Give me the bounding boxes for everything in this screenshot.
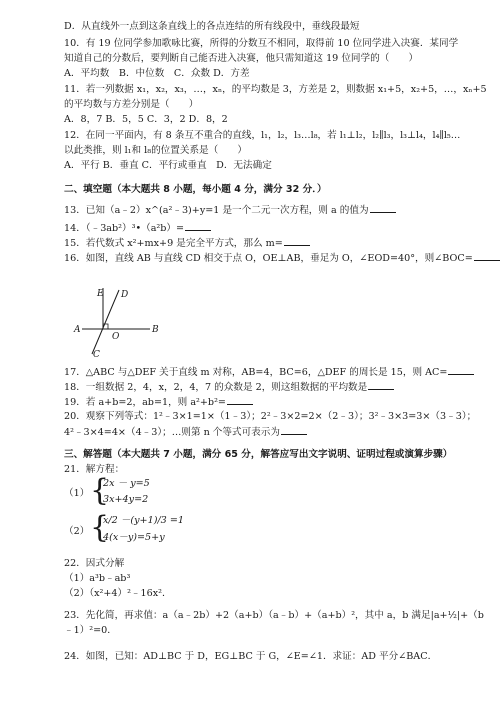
q11-options: A．8，7 B．5，5 C．3，2 D．8，2 bbox=[64, 114, 228, 125]
q13-text: 13．已知（a﹣2）x^(a²﹣3)+y=1 是一个二元一次方程，则 a 的值为 bbox=[64, 205, 369, 216]
q9-option-d: D．从直线外一点到这条直线上的各点连结的所有线段中，垂线段最短 bbox=[64, 21, 360, 32]
q10-options: A．平均数 B．中位数 C．众数 D．方差 bbox=[64, 68, 250, 79]
label-a: A bbox=[74, 325, 81, 335]
q16-figure bbox=[70, 286, 170, 358]
q18-text: 18．一组数据 2，4，x，2，4，7 的众数是 2，则这组数据的平均数是 bbox=[64, 382, 368, 393]
answer-blank bbox=[370, 203, 396, 213]
system-brace: { bbox=[90, 510, 110, 545]
system-brace: { bbox=[90, 473, 110, 508]
q20-line1: 20．观察下列等式：1²﹣3×1=1×（1﹣3）；2²﹣3×2=2×（2﹣3）；3²﹣3×3=3×（3﹣3）； bbox=[64, 411, 477, 422]
q22-part1: （1）a³b﹣ab³ bbox=[64, 573, 131, 584]
q15 bbox=[64, 236, 311, 250]
q20-text: 4²﹣3×4=4×（4﹣3）；…则第 n 个等式可表示为 bbox=[64, 427, 280, 438]
q10-stem-line1: 10．有 19 位同学参加歌咏比赛，所得的分数互不相同，取得前 10 位同学进入决赛．某同学 bbox=[64, 38, 459, 49]
q16 bbox=[64, 251, 500, 265]
q22-part2: （2）（x²+4）²﹣16x²． bbox=[64, 588, 172, 599]
q11-stem-line1: 11．若一列数据 x₁，x₂，x₃，…，xₙ，的平均数是 3，方差是 2，则数据 x₁+5，x₂+5，…，xₙ+5 bbox=[64, 84, 487, 95]
line-cd bbox=[92, 290, 119, 354]
q21-part1-eq1: 2x － y=5 bbox=[103, 478, 150, 489]
q21-part1-label: （1） bbox=[64, 488, 90, 499]
label-e: E bbox=[97, 289, 104, 299]
answer-blank bbox=[284, 236, 310, 246]
q12-stem-line1: 12．在同一平面内，有 8 条互不重合的直线，l₁，l₂，l₃…l₈，若 l₁⊥l₂，l₂∥l₃，l₃⊥l₄，l₄∥l₅… bbox=[64, 130, 461, 141]
answer-blank bbox=[368, 380, 394, 390]
q20-line2 bbox=[64, 425, 308, 439]
q19 bbox=[64, 395, 254, 409]
answer-blank bbox=[281, 425, 307, 435]
q17-text: 17．△ABC 与△DEF 关于直线 m 对称，AB=4，BC=6，△DEF 的周长是 15，则 AC= bbox=[64, 367, 448, 378]
q14 bbox=[64, 221, 212, 235]
q19-text: 19．若 a+b=2，ab=1，则 a²+b²= bbox=[64, 397, 226, 408]
answer-blank bbox=[448, 365, 474, 375]
q13 bbox=[64, 203, 397, 217]
section-solutions-heading: 三、解答题（本大题共 7 小题，满分 65 分，解答应写出文字说明、证明过程或演算步骤） bbox=[64, 449, 453, 460]
q24: 24．如图，已知：AD⊥BC 于 D，EG⊥BC 于 G，∠E=∠1．求证：AD 平分∠BAC． bbox=[64, 651, 438, 662]
q14-text: 14．（﹣3ab²）³•（a²b）= bbox=[64, 223, 185, 234]
q12-options: A．平行 B．垂直 C．平行或垂直 D．无法确定 bbox=[64, 160, 272, 171]
q21-part2-label: （2） bbox=[64, 526, 90, 537]
q23-line1: 23．先化简，再求值：a（a﹣2b）+2（a+b）（a﹣b）+（a+b）²，其中 a，b 满足|a+½|+（b bbox=[64, 610, 484, 621]
q11-stem-line2: 的平均数与方差分别是（ ） bbox=[64, 99, 199, 110]
q17 bbox=[64, 365, 475, 379]
label-d: D bbox=[121, 290, 129, 300]
label-c: C bbox=[93, 350, 100, 358]
answer-blank bbox=[185, 221, 211, 231]
q21: 21．解方程： bbox=[64, 464, 125, 475]
q15-text: 15．若代数式 x²+mx+9 是完全平方式，那么 m= bbox=[64, 238, 283, 249]
label-b: B bbox=[152, 325, 159, 335]
section-fill-in-heading: 二、填空题（本大题共 8 小题，每小题 4 分，满分 32 分．） bbox=[64, 184, 327, 195]
q16-text: 16．如图，直线 AB 与直线 CD 相交于点 O，OE⊥AB，垂足为 O，∠EOD=40°，则∠BOC= bbox=[64, 253, 473, 264]
q21-part2-eq1: x/2 －(y+1)/3 =1 bbox=[103, 515, 184, 526]
label-o: O bbox=[112, 332, 120, 342]
q22: 22．因式分解 bbox=[64, 558, 125, 569]
answer-blank bbox=[227, 395, 253, 405]
q21-part1-eq2: 3x+4y=2 bbox=[103, 494, 149, 505]
q18 bbox=[64, 380, 395, 394]
answer-blank bbox=[474, 251, 500, 261]
q12-stem-line2: 以此类推，则 l₁和 l₈的位置关系是（ ） bbox=[64, 145, 248, 156]
q21-part2-eq2: 4(x－y)=5+y bbox=[103, 532, 165, 543]
q10-stem-line2: 知道自己的分数后，要判断自己能否进入决赛，他只需知道这 19 位同学的（ ） bbox=[64, 53, 419, 64]
q23-line2: ﹣1）²=0． bbox=[64, 625, 117, 636]
